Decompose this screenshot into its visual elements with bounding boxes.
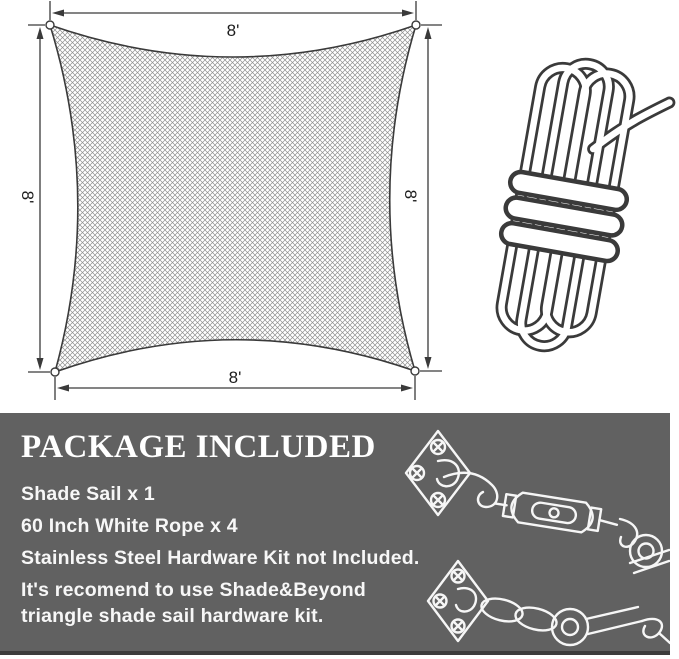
dimension-label-top: 8' (226, 21, 240, 40)
coiled-rope-icon (465, 40, 679, 385)
dimension-label-right: 8' (401, 189, 420, 203)
dimension-label-bottom: 8' (228, 368, 242, 387)
package-item-rope: 60 Inch White Rope x 4 (21, 515, 238, 537)
package-item-hardware-note: Stainless Steel Hardware Kit not Included. (21, 547, 420, 569)
package-item-shade-sail: Shade Sail x 1 (21, 483, 155, 505)
sail-mesh-shape (50, 25, 416, 372)
package-included-panel (0, 413, 670, 655)
shade-sail-diagram (0, 0, 460, 408)
package-item-recommendation: It's recomend to use Shade&Beyond triangle shade sail hardware kit. (21, 579, 366, 627)
panel-heading: PACKAGE INCLUDED (21, 429, 376, 465)
dimension-label-left: 8' (18, 190, 37, 204)
